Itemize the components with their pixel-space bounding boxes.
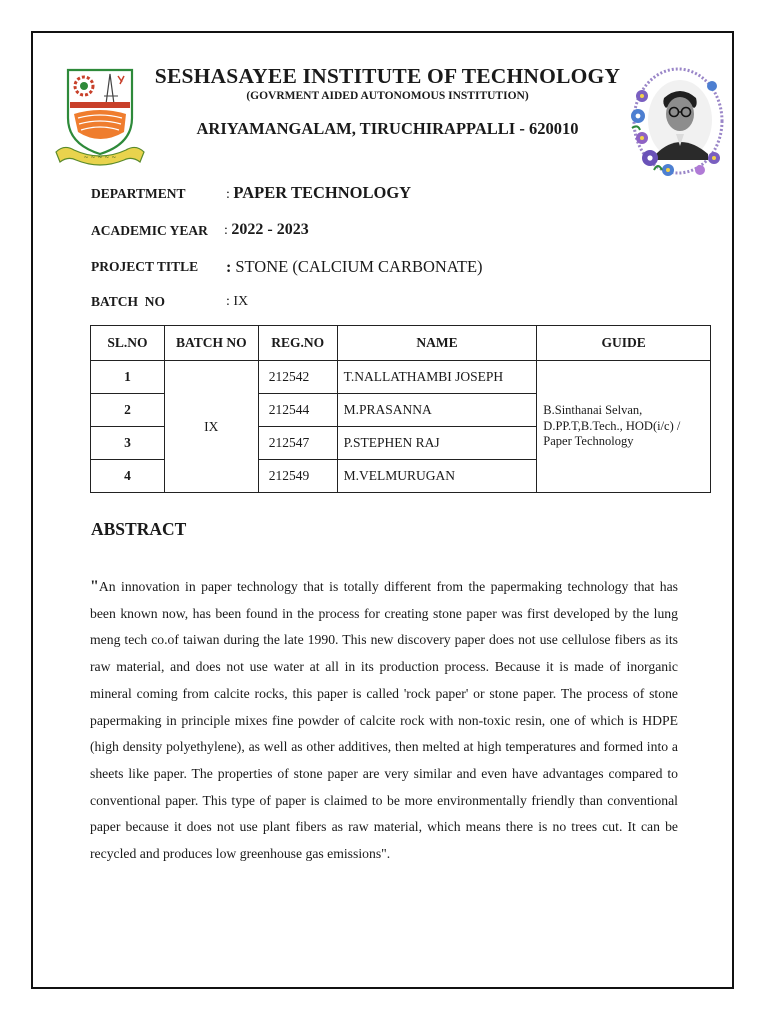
svg-text:~ ~ ~ ~ ~: ~ ~ ~ ~ ~ (83, 154, 117, 161)
founder-portrait-icon (628, 66, 726, 178)
field-label: PROJECT TITLE (91, 259, 199, 274)
field-separator: : (226, 294, 234, 309)
institution-address: ARIYAMANGALAM, TIRUCHIRAPPALLI - 620010 (196, 119, 579, 138)
cell-name: P.STEPHEN RAJ (337, 427, 537, 460)
header-name: NAME (337, 326, 537, 361)
field-label: DEPARTMENT (91, 186, 186, 201)
institution-subtitle: (GOVRMENT AIDED AUTONOMOUS INSTITUTION) (246, 90, 529, 102)
project-title-value: STONE (CALCIUM CARBONATE) (235, 257, 483, 276)
header-reg-no: REG.NO (258, 326, 337, 361)
cell-reg: 212542 (258, 361, 337, 394)
batch-no-value: IX (233, 294, 249, 309)
field-separator: : (226, 259, 236, 276)
cell-batch: IX (164, 361, 258, 493)
header-batch-no: BATCH NO (164, 326, 258, 361)
institution-name: SESHASAYEE INSTITUTE OF TECHNOLOGY (154, 64, 621, 88)
abstract-title: ABSTRACT (91, 519, 187, 539)
cell-name: M.PRASANNA (337, 394, 537, 427)
cell-name: M.VELMURUGAN (337, 460, 537, 493)
field-department (91, 183, 412, 203)
institute-emblem-icon (54, 66, 146, 170)
cell-guide: B.Sinthanai Selvan, D.PP.T,B.Tech., HOD(i/c) / Paper Technology (537, 361, 711, 493)
cell-reg: 212547 (258, 427, 337, 460)
department-value: PAPER TECHNOLOGY (233, 183, 412, 202)
cell-reg: 212549 (258, 460, 337, 493)
header-guide: GUIDE (537, 326, 711, 361)
cell-name: T.NALLATHAMBI JOSEPH (337, 361, 537, 394)
table-header-row (91, 326, 711, 361)
student-table (90, 325, 711, 493)
field-label: BATCH NO (91, 294, 166, 309)
field-project-title (91, 257, 483, 276)
field-batch-no (91, 294, 249, 311)
abstract-text: An innovation in paper technology that is totally different from the papermaking technology that has been known now, has been found in the process for creating stone paper was first developed by the lung meng tech co.of taiwan during the late 1990. This new discovery paper does not use cellulose fibers as its raw material, and does not use water at all in its production process. Because it is made of inorganic mineral coming from calcite rocks, this paper is called 'rock paper' or stone paper. The process of stone papermaking in principle mixes fine powder of calcite rock with non-toxic resin, one of which is HDPE (high density polyethylene), as well as other additives, then melted at high temperatures and formed into a sheets like paper. The properties of stone paper are very similar and even have advantages compared to conventional paper. This type of paper is claimed to be more environmentally friendly than conventional paper because it does not use plant fibers as raw material, which means there is no trees cut. It can be recycled and produces low greenhouse gas emissions". (90, 579, 678, 862)
abstract-body (90, 574, 678, 868)
field-academic-year (91, 221, 309, 240)
field-separator: : (224, 223, 232, 238)
cell-sl: 1 (91, 361, 165, 394)
cell-sl: 2 (91, 394, 165, 427)
open-quote: " (90, 578, 99, 595)
table-row (91, 361, 711, 394)
academic-year-value: 2022 - 2023 (231, 221, 309, 238)
header-sl-no: SL.NO (91, 326, 165, 361)
cell-sl: 4 (91, 460, 165, 493)
field-separator: : (226, 187, 234, 202)
cell-sl: 3 (91, 427, 165, 460)
field-label: ACADEMIC YEAR (91, 223, 208, 238)
cell-reg: 212544 (258, 394, 337, 427)
